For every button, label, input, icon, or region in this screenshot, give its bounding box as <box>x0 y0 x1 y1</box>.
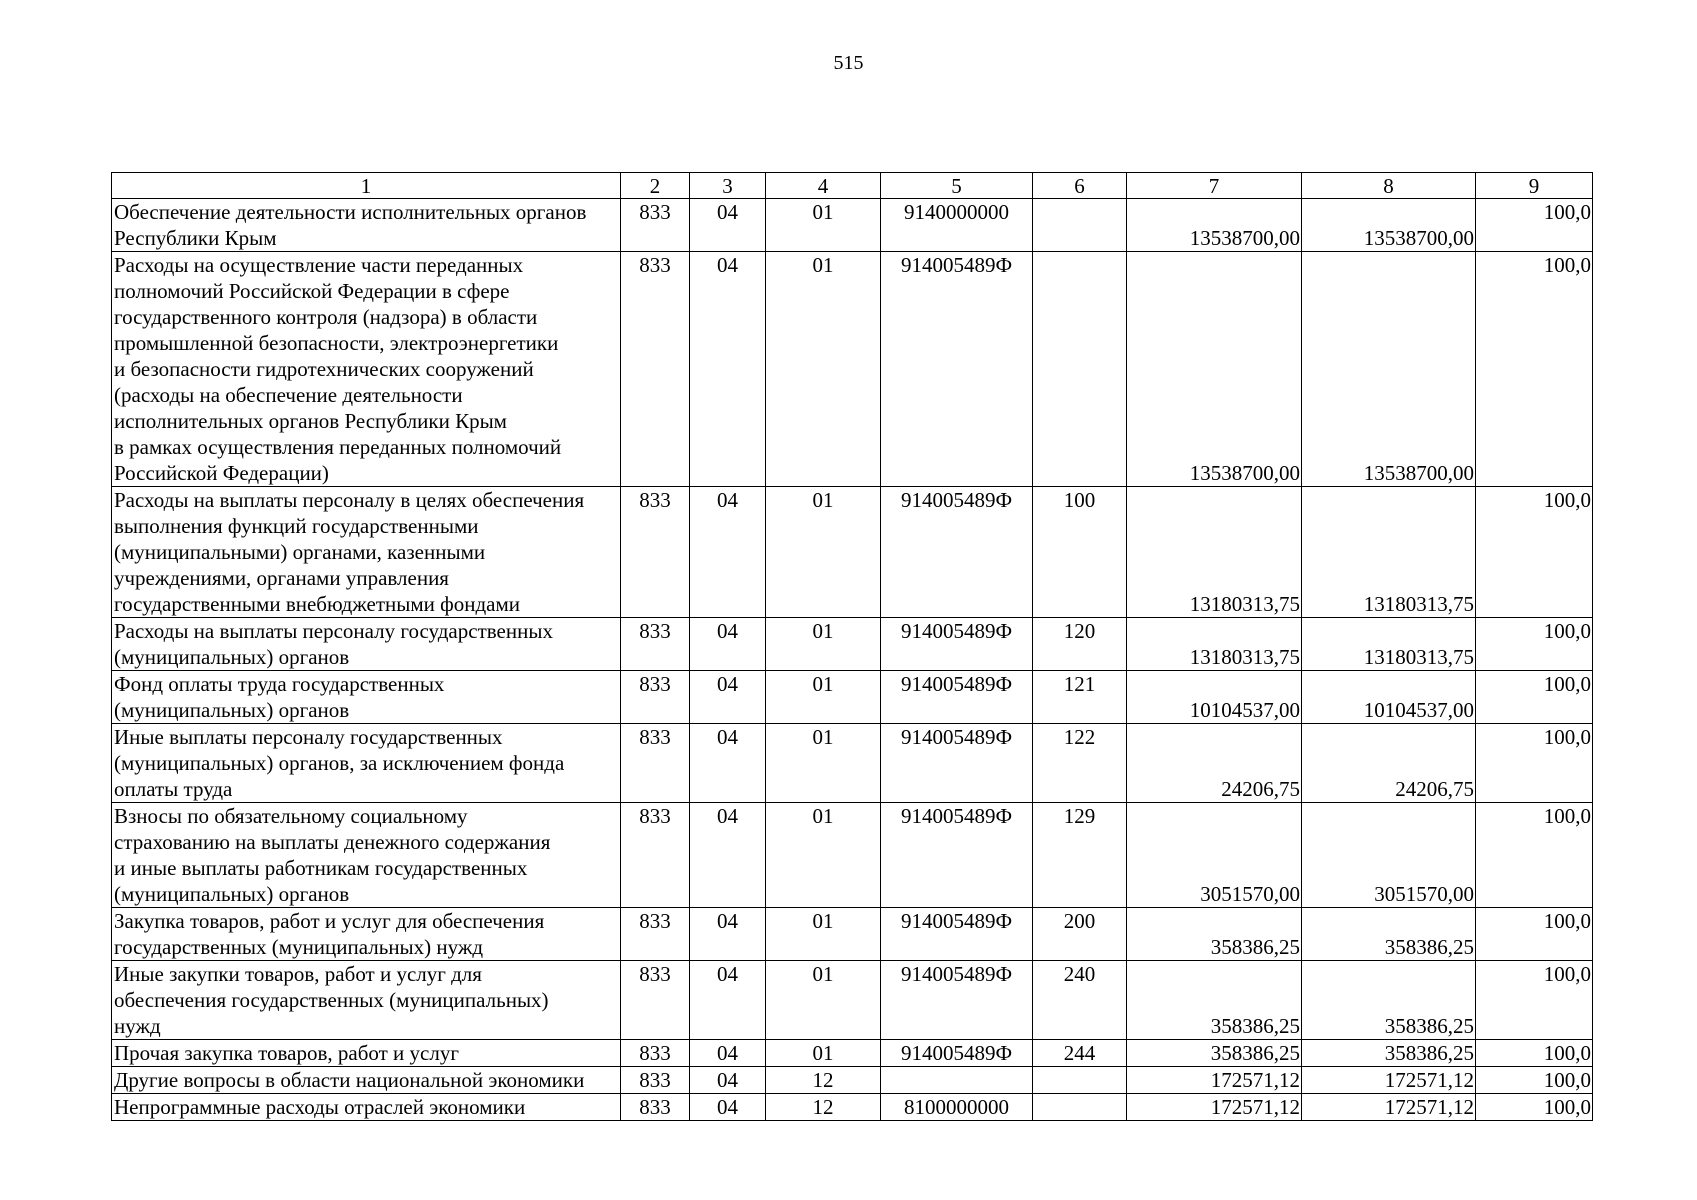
cell-col-4: 01 <box>766 1040 881 1067</box>
cell-col-4: 01 <box>766 961 881 1040</box>
cell-col-2: 833 <box>621 1040 690 1067</box>
cell-col-7: 172571,12 <box>1127 1067 1302 1094</box>
row-name-line: Фонд оплаты труда государственных <box>114 672 445 696</box>
row-name-line: и безопасности гидротехнических сооружений <box>114 357 534 381</box>
cell-col-1 <box>112 1094 621 1121</box>
cell-col-9: 100,0 <box>1476 908 1593 961</box>
cell-col-5: 914005489Ф <box>881 724 1033 803</box>
row-name-line: Прочая закупка товаров, работ и услуг <box>114 1041 459 1065</box>
cell-col-8: 13538700,00 <box>1302 199 1476 252</box>
cell-col-2: 833 <box>621 1067 690 1094</box>
cell-col-3: 04 <box>690 199 766 252</box>
cell-col-6: 200 <box>1033 908 1127 961</box>
cell-col-7: 13180313,75 <box>1127 487 1302 618</box>
cell-col-2: 833 <box>621 199 690 252</box>
table-row <box>112 803 1593 908</box>
cell-col-9: 100,0 <box>1476 618 1593 671</box>
cell-col-6: 121 <box>1033 671 1127 724</box>
cell-col-1 <box>112 618 621 671</box>
cell-col-7: 358386,25 <box>1127 1040 1302 1067</box>
row-name-line: страхованию на выплаты денежного содержания <box>114 830 551 854</box>
cell-col-5: 8100000000 <box>881 1094 1033 1121</box>
cell-col-2: 833 <box>621 671 690 724</box>
row-name-line: Расходы на выплаты персоналу государственных <box>114 619 553 643</box>
cell-col-5: 9140000000 <box>881 199 1033 252</box>
cell-col-9: 100,0 <box>1476 724 1593 803</box>
cell-col-5: 914005489Ф <box>881 671 1033 724</box>
row-name-line: исполнительных органов Республики Крым <box>114 409 507 433</box>
row-name-line: учреждениями, органами управления <box>114 566 449 590</box>
cell-col-7: 358386,25 <box>1127 908 1302 961</box>
table-header <box>112 173 1593 199</box>
header-cell: 5 <box>881 173 1033 199</box>
cell-col-8: 10104537,00 <box>1302 671 1476 724</box>
cell-col-1 <box>112 724 621 803</box>
cell-col-2: 833 <box>621 618 690 671</box>
row-name-line: Российской Федерации) <box>114 461 329 485</box>
table-row <box>112 252 1593 487</box>
cell-col-6: 129 <box>1033 803 1127 908</box>
cell-col-9: 100,0 <box>1476 671 1593 724</box>
cell-col-9: 100,0 <box>1476 803 1593 908</box>
header-cell: 1 <box>112 173 621 199</box>
row-name-line: (муниципальных) органов <box>114 698 350 722</box>
row-name-line: полномочий Российской Федерации в сфере <box>114 279 510 303</box>
cell-col-7: 172571,12 <box>1127 1094 1302 1121</box>
cell-col-1 <box>112 199 621 252</box>
cell-col-3: 04 <box>690 961 766 1040</box>
cell-col-2: 833 <box>621 961 690 1040</box>
row-name-line: Обеспечение деятельности исполнительных органов <box>114 200 587 224</box>
cell-col-2: 833 <box>621 487 690 618</box>
table-row <box>112 618 1593 671</box>
header-cell: 6 <box>1033 173 1127 199</box>
row-name-line: Взносы по обязательному социальному <box>114 804 468 828</box>
table-row <box>112 1094 1593 1121</box>
header-cell: 4 <box>766 173 881 199</box>
header-cell: 8 <box>1302 173 1476 199</box>
header-cell: 7 <box>1127 173 1302 199</box>
cell-col-5: 914005489Ф <box>881 487 1033 618</box>
cell-col-4: 01 <box>766 724 881 803</box>
cell-col-1 <box>112 961 621 1040</box>
cell-col-3: 04 <box>690 671 766 724</box>
cell-col-9: 100,0 <box>1476 199 1593 252</box>
cell-col-7: 10104537,00 <box>1127 671 1302 724</box>
header-cell: 9 <box>1476 173 1593 199</box>
row-name-line: (муниципальных) органов, за исключением фонда <box>114 751 565 775</box>
cell-col-7: 24206,75 <box>1127 724 1302 803</box>
row-name-line: выполнения функций государственными <box>114 514 479 538</box>
cell-col-2: 833 <box>621 1094 690 1121</box>
cell-col-9: 100,0 <box>1476 252 1593 487</box>
cell-col-5: 914005489Ф <box>881 1040 1033 1067</box>
row-name-line: Другие вопросы в области национальной экономики <box>114 1068 585 1092</box>
cell-col-3: 04 <box>690 618 766 671</box>
row-name-line: государственных (муниципальных) нужд <box>114 935 484 959</box>
cell-col-3: 04 <box>690 1094 766 1121</box>
table-row <box>112 1040 1593 1067</box>
cell-col-4: 01 <box>766 487 881 618</box>
cell-col-3: 04 <box>690 1040 766 1067</box>
cell-col-4: 01 <box>766 908 881 961</box>
row-name-line: оплаты труда <box>114 777 233 801</box>
cell-col-3: 04 <box>690 1067 766 1094</box>
cell-col-4: 01 <box>766 671 881 724</box>
cell-col-6: 244 <box>1033 1040 1127 1067</box>
cell-col-9: 100,0 <box>1476 1094 1593 1121</box>
row-name-line: Расходы на выплаты персоналу в целях обеспечения <box>114 488 585 512</box>
row-name-line: государственного контроля (надзора) в области <box>114 305 538 329</box>
cell-col-4: 01 <box>766 199 881 252</box>
table-row <box>112 908 1593 961</box>
cell-col-4: 12 <box>766 1067 881 1094</box>
row-name-line: (муниципальными) органами, казенными <box>114 540 486 564</box>
cell-col-6: 100 <box>1033 487 1127 618</box>
cell-col-6: 120 <box>1033 618 1127 671</box>
cell-col-8: 358386,25 <box>1302 961 1476 1040</box>
cell-col-1 <box>112 252 621 487</box>
cell-col-5: 914005489Ф <box>881 618 1033 671</box>
row-name-line: Закупка товаров, работ и услуг для обеспечения <box>114 909 545 933</box>
cell-col-8: 3051570,00 <box>1302 803 1476 908</box>
cell-col-4: 01 <box>766 618 881 671</box>
cell-col-7: 13538700,00 <box>1127 199 1302 252</box>
budget-table <box>111 172 1593 1121</box>
cell-col-2: 833 <box>621 908 690 961</box>
cell-col-9: 100,0 <box>1476 1067 1593 1094</box>
cell-col-1 <box>112 671 621 724</box>
row-name-line: Расходы на осуществление части переданных <box>114 253 524 277</box>
cell-col-8: 13180313,75 <box>1302 487 1476 618</box>
cell-col-9: 100,0 <box>1476 1040 1593 1067</box>
table-row <box>112 671 1593 724</box>
cell-col-6 <box>1033 1067 1127 1094</box>
cell-col-5: 914005489Ф <box>881 961 1033 1040</box>
row-name-line: Иные выплаты персоналу государственных <box>114 725 503 749</box>
cell-col-1 <box>112 803 621 908</box>
cell-col-1 <box>112 487 621 618</box>
row-name-line: государственными внебюджетными фондами <box>114 592 521 616</box>
cell-col-5 <box>881 1067 1033 1094</box>
cell-col-8: 13180313,75 <box>1302 618 1476 671</box>
row-name-line: (расходы на обеспечение деятельности <box>114 383 463 407</box>
table-row <box>112 487 1593 618</box>
cell-col-5: 914005489Ф <box>881 908 1033 961</box>
page-number: 515 <box>833 52 864 74</box>
cell-col-6 <box>1033 1094 1127 1121</box>
cell-col-6 <box>1033 199 1127 252</box>
cell-col-9: 100,0 <box>1476 961 1593 1040</box>
table-row <box>112 724 1593 803</box>
cell-col-8: 24206,75 <box>1302 724 1476 803</box>
cell-col-3: 04 <box>690 908 766 961</box>
cell-col-9: 100,0 <box>1476 487 1593 618</box>
cell-col-6: 122 <box>1033 724 1127 803</box>
cell-col-7: 13538700,00 <box>1127 252 1302 487</box>
row-name-line: нужд <box>114 1014 161 1038</box>
cell-col-5: 914005489Ф <box>881 803 1033 908</box>
table-row <box>112 961 1593 1040</box>
cell-col-8: 358386,25 <box>1302 1040 1476 1067</box>
cell-col-3: 04 <box>690 724 766 803</box>
row-name-line: Непрограммные расходы отраслей экономики <box>114 1095 526 1119</box>
cell-col-1 <box>112 1067 621 1094</box>
row-name-line: Иные закупки товаров, работ и услуг для <box>114 962 482 986</box>
cell-col-3: 04 <box>690 487 766 618</box>
cell-col-7: 358386,25 <box>1127 961 1302 1040</box>
cell-col-7: 13180313,75 <box>1127 618 1302 671</box>
table-row <box>112 199 1593 252</box>
cell-col-6 <box>1033 252 1127 487</box>
cell-col-4: 01 <box>766 803 881 908</box>
row-name-line: обеспечения государственных (муниципальных) <box>114 988 549 1012</box>
cell-col-2: 833 <box>621 252 690 487</box>
cell-col-8: 358386,25 <box>1302 908 1476 961</box>
cell-col-8: 172571,12 <box>1302 1094 1476 1121</box>
cell-col-5: 914005489Ф <box>881 252 1033 487</box>
cell-col-3: 04 <box>690 252 766 487</box>
header-cell: 2 <box>621 173 690 199</box>
cell-col-3: 04 <box>690 803 766 908</box>
cell-col-2: 833 <box>621 803 690 908</box>
cell-col-1 <box>112 908 621 961</box>
row-name-line: промышленной безопасности, электроэнергетики <box>114 331 559 355</box>
cell-col-7: 3051570,00 <box>1127 803 1302 908</box>
cell-col-1 <box>112 1040 621 1067</box>
row-name-line: и иные выплаты работникам государственных <box>114 856 528 880</box>
row-name-line: Республики Крым <box>114 226 277 250</box>
row-name-line: (муниципальных) органов <box>114 645 350 669</box>
cell-col-4: 12 <box>766 1094 881 1121</box>
cell-col-2: 833 <box>621 724 690 803</box>
table-row <box>112 1067 1593 1094</box>
cell-col-4: 01 <box>766 252 881 487</box>
row-name-line: в рамках осуществления переданных полномочий <box>114 435 562 459</box>
table-body <box>112 199 1593 1121</box>
row-name-line: (муниципальных) органов <box>114 882 350 906</box>
cell-col-8: 172571,12 <box>1302 1067 1476 1094</box>
cell-col-8: 13538700,00 <box>1302 252 1476 487</box>
header-row <box>112 173 1593 199</box>
header-cell: 3 <box>690 173 766 199</box>
cell-col-6: 240 <box>1033 961 1127 1040</box>
